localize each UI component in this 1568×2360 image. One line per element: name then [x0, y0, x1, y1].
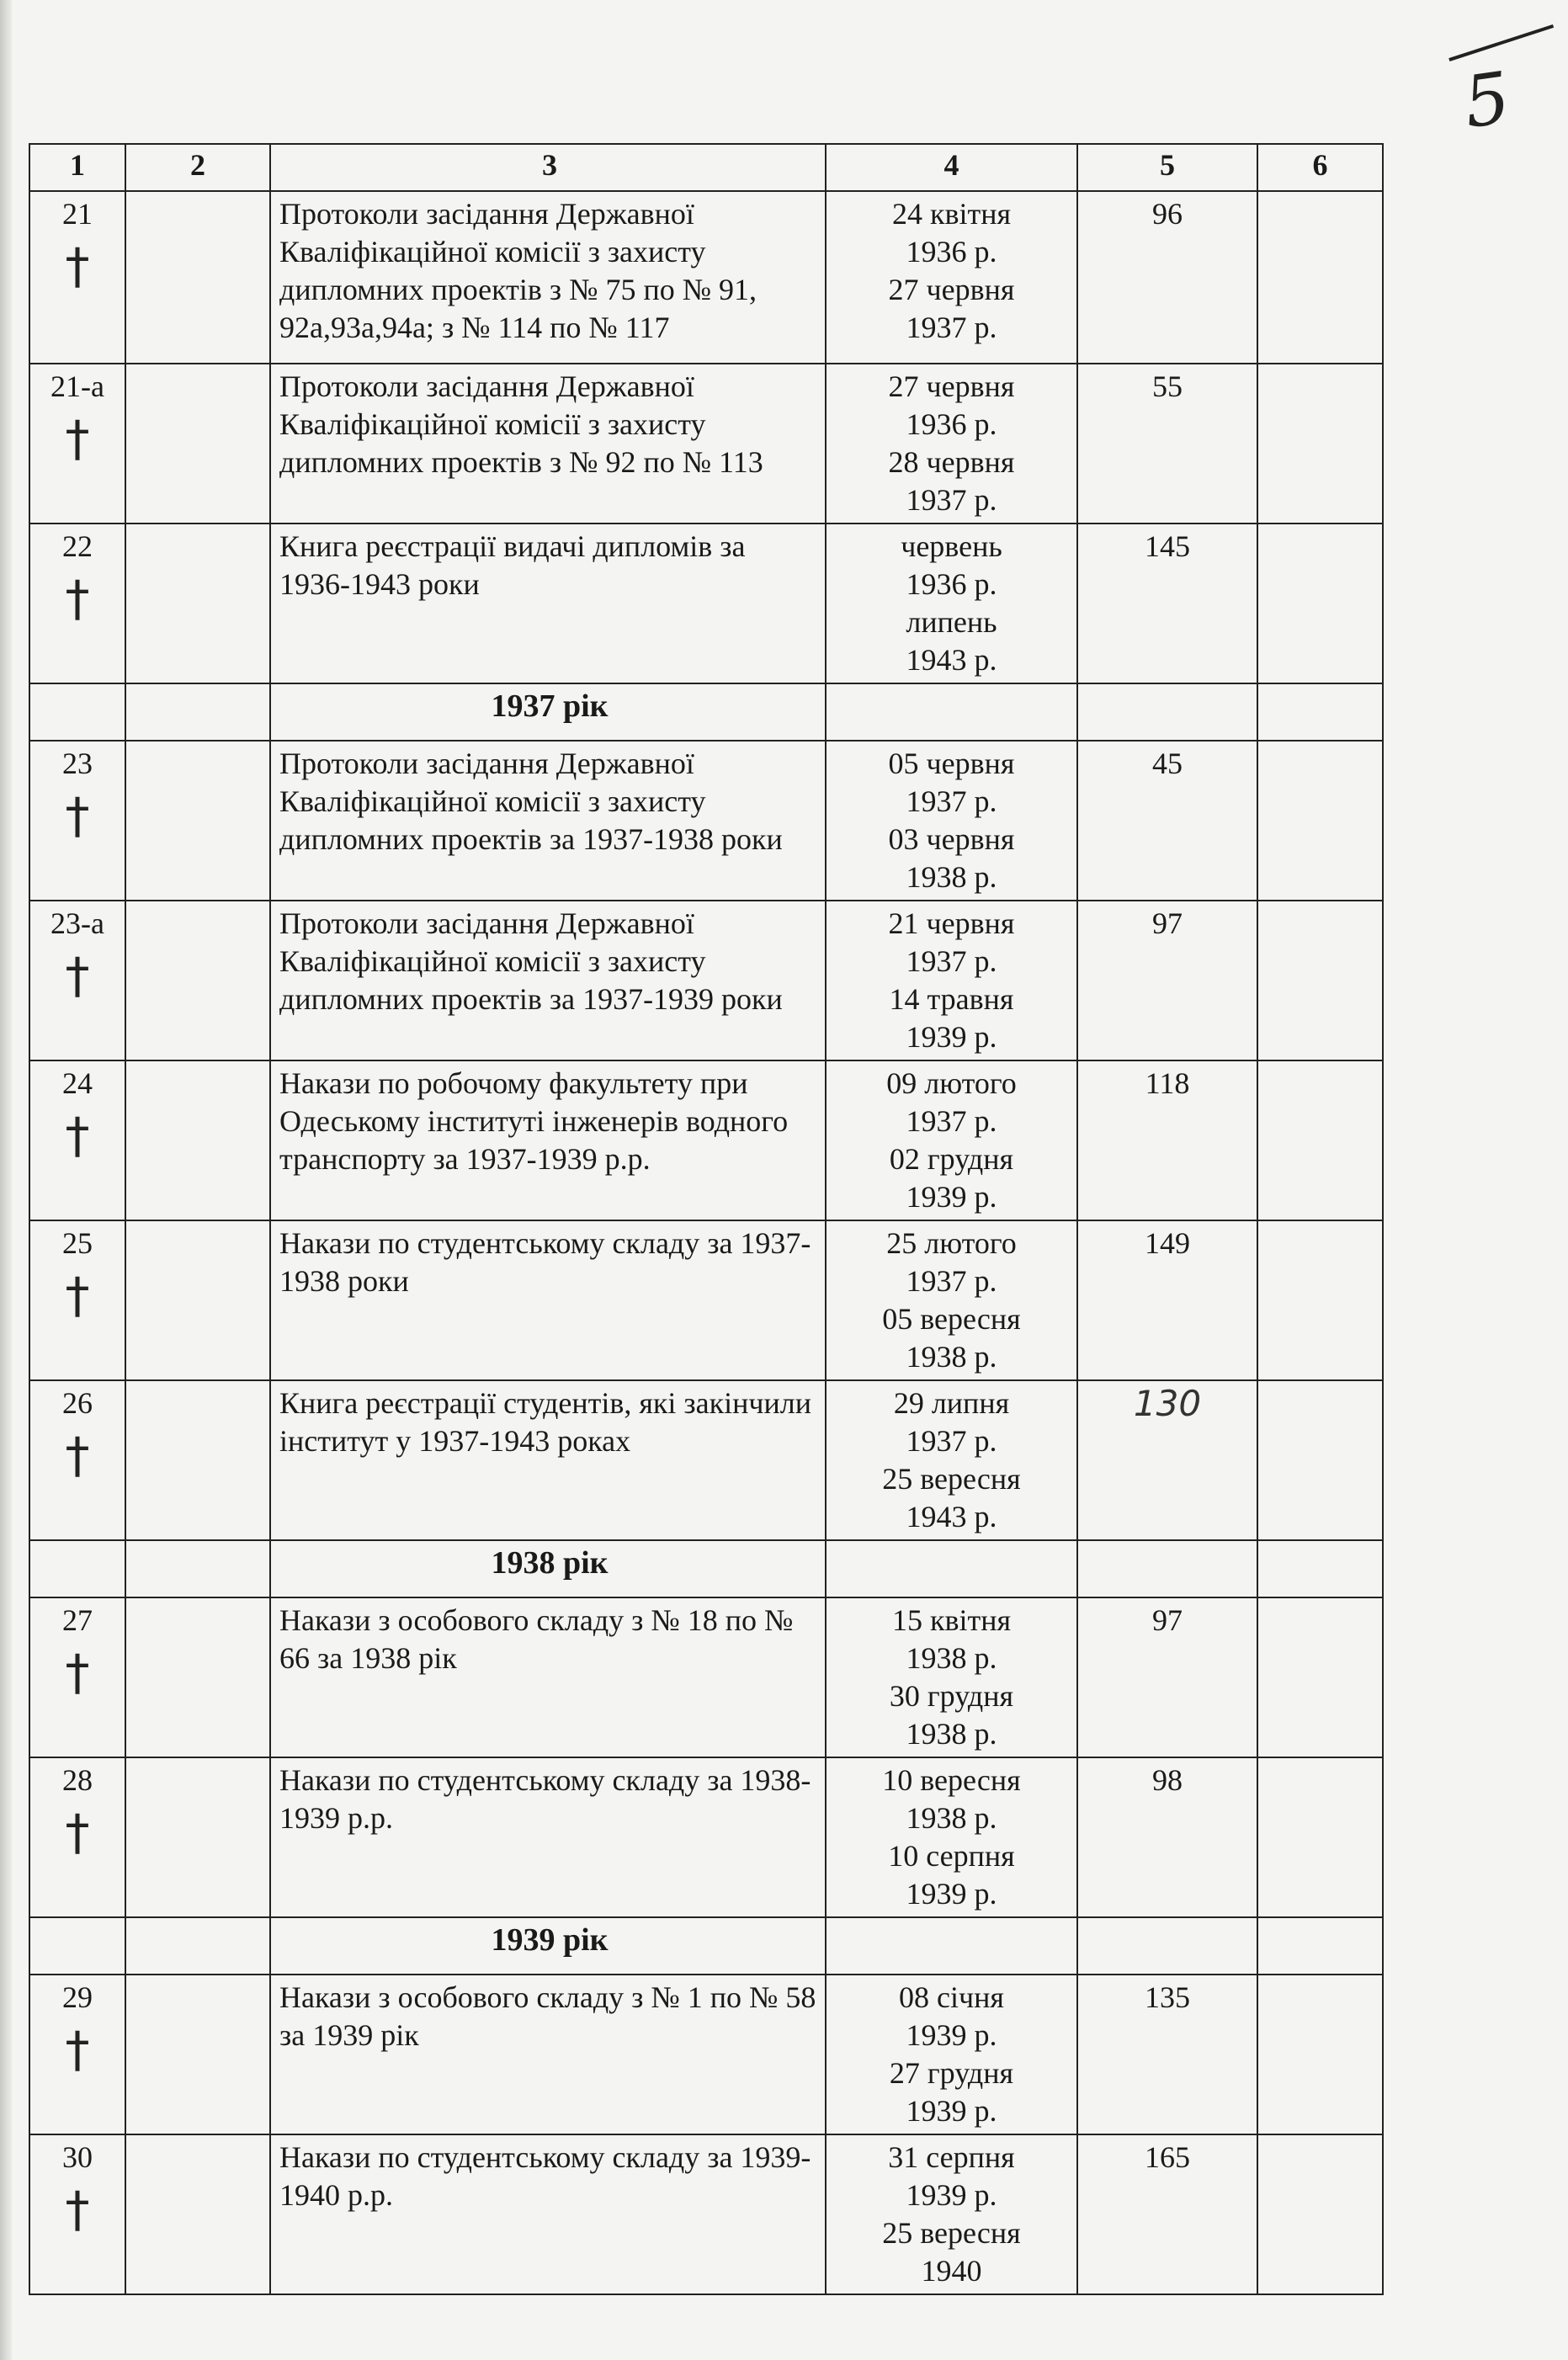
index-cell	[125, 1060, 270, 1220]
date-line: 1937 р.	[906, 1264, 997, 1298]
date-line: 1940	[921, 2254, 982, 2288]
date-line: 1938 р.	[906, 1801, 997, 1835]
item-title: Протоколи засідання Державної Кваліфікаційної комісії з захисту дипломних проектів за 1937-1938 роки	[270, 741, 826, 901]
note-cell	[1257, 364, 1383, 524]
item-title: Протоколи засідання Державної Кваліфікаційної комісії з захисту дипломних проектів з № 92 по № 113	[270, 364, 826, 524]
table-row	[29, 901, 1383, 1060]
date-line: 09 лютого	[886, 1066, 1017, 1100]
note-cell	[1257, 1757, 1383, 1917]
table-row	[29, 524, 1383, 683]
item-title: Протоколи засідання Державної Кваліфікаційної комісії з захисту дипломних проектів за 1937-1939 роки	[270, 901, 826, 1060]
year-cell-4	[826, 1540, 1077, 1597]
year-cell-1	[29, 1917, 125, 1975]
index-cell	[125, 901, 270, 1060]
item-number-cell	[29, 1220, 125, 1380]
item-dates	[826, 1380, 1077, 1540]
table-row	[29, 1597, 1383, 1757]
table-row	[29, 191, 1383, 364]
note-cell	[1257, 1975, 1383, 2134]
sheet-count: 96	[1077, 191, 1257, 364]
item-title: Книга реєстрації видачі дипломів за 1936-1943 роки	[270, 524, 826, 683]
table-row	[29, 364, 1383, 524]
date-line: 25 вересня	[882, 1462, 1021, 1496]
date-line: 1938 р.	[906, 1340, 997, 1374]
item-dates	[826, 741, 1077, 901]
item-number: 23-а	[50, 906, 104, 940]
index-cell	[125, 191, 270, 364]
year-row	[29, 683, 1383, 741]
item-dates	[826, 524, 1077, 683]
col-header-1: 1	[29, 144, 125, 191]
date-line: 1937 р.	[906, 1104, 997, 1138]
item-title: Накази по студентському складу за 1938-1939 р.р.	[270, 1757, 826, 1917]
sheet-count: 118	[1077, 1060, 1257, 1220]
date-line: 1939 р.	[906, 2018, 997, 2052]
item-number: 27	[62, 1603, 93, 1637]
date-line: 1936 р.	[906, 235, 997, 268]
index-cell	[125, 741, 270, 901]
date-line: 02 грудня	[889, 1142, 1014, 1176]
year-label: 1938 рік	[270, 1540, 826, 1597]
date-line: 30 грудня	[889, 1679, 1014, 1713]
item-number: 25	[62, 1226, 93, 1260]
date-line: 28 червня	[888, 445, 1015, 479]
date-line: 1937 р.	[906, 1424, 997, 1458]
date-line: 08 січня	[899, 1980, 1004, 2014]
date-line: 1943 р.	[906, 1500, 997, 1533]
item-number-cell	[29, 1060, 125, 1220]
table-row	[29, 1220, 1383, 1380]
cross-mark-icon: †	[65, 1107, 90, 1164]
item-number-cell	[29, 2134, 125, 2294]
item-number-cell	[29, 741, 125, 901]
item-number: 23	[62, 747, 93, 780]
cross-mark-icon: †	[65, 1804, 90, 1861]
date-line: 15 квітня	[891, 1603, 1012, 1637]
cross-mark-icon: †	[65, 2021, 90, 2078]
year-row	[29, 1917, 1383, 1975]
cross-mark-icon: †	[65, 2181, 90, 2238]
year-cell-2	[125, 1540, 270, 1597]
year-cell-5	[1077, 683, 1257, 741]
date-line: 24 квітня	[891, 197, 1012, 231]
date-line: 10 вересня	[882, 1763, 1021, 1797]
item-title: Книга реєстрації студентів, які закінчили інститут у 1937-1943 роках	[270, 1380, 826, 1540]
cross-mark-icon: †	[65, 570, 90, 627]
table-row	[29, 2134, 1383, 2294]
item-number: 28	[62, 1763, 93, 1797]
item-number-cell	[29, 1757, 125, 1917]
year-cell-5	[1077, 1540, 1257, 1597]
item-dates	[826, 1220, 1077, 1380]
item-dates	[826, 901, 1077, 1060]
date-line: 27 грудня	[889, 2056, 1014, 2090]
date-line: 31 серпня	[888, 2140, 1015, 2174]
date-line: 1943 р.	[906, 643, 997, 677]
year-cell-2	[125, 683, 270, 741]
note-cell	[1257, 1380, 1383, 1540]
date-line: 14 травня	[889, 982, 1014, 1016]
note-cell	[1257, 524, 1383, 683]
note-cell	[1257, 2134, 1383, 2294]
item-number-cell	[29, 524, 125, 683]
sheet-count: 97	[1077, 1597, 1257, 1757]
item-dates	[826, 1060, 1077, 1220]
page-edge-shadow	[0, 0, 12, 2360]
cross-mark-icon: †	[65, 1427, 90, 1484]
date-line: 1937 р.	[906, 311, 997, 344]
cross-mark-icon: †	[65, 1267, 90, 1324]
item-number: 29	[62, 1980, 93, 2014]
date-line: 25 лютого	[886, 1226, 1017, 1260]
date-line: 10 серпня	[888, 1839, 1015, 1873]
sheet-count: 45	[1077, 741, 1257, 901]
date-line: 1937 р.	[906, 784, 997, 818]
date-line: 1937 р.	[906, 483, 997, 517]
note-cell	[1257, 1060, 1383, 1220]
item-dates	[826, 1757, 1077, 1917]
date-line: 1939 р.	[906, 1877, 997, 1911]
year-cell-4	[826, 1917, 1077, 1975]
cross-mark-icon: †	[65, 237, 90, 295]
date-line: 27 червня	[888, 369, 1015, 403]
table-row	[29, 1757, 1383, 1917]
date-line: 1939 р.	[906, 1020, 997, 1054]
year-cell-6	[1257, 683, 1383, 741]
item-number: 21	[62, 197, 93, 231]
date-line: 1939 р.	[906, 1180, 997, 1214]
table-row	[29, 741, 1383, 901]
table-header-row	[29, 144, 1383, 191]
sheet-count: 165	[1077, 2134, 1257, 2294]
date-line: 03 червня	[888, 822, 1015, 856]
date-line: 1937 р.	[906, 944, 997, 978]
item-number: 21-а	[50, 369, 104, 403]
table-row	[29, 1380, 1383, 1540]
note-cell	[1257, 1597, 1383, 1757]
note-cell	[1257, 741, 1383, 901]
sheet-count: 97	[1077, 901, 1257, 1060]
date-line: червень	[901, 529, 1002, 563]
year-cell-6	[1257, 1540, 1383, 1597]
date-line: 1938 р.	[906, 1641, 997, 1675]
sheet-count: 149	[1077, 1220, 1257, 1380]
date-line: 1938 р.	[906, 860, 997, 894]
year-cell-4	[826, 683, 1077, 741]
item-title: Накази з особового складу з № 18 по № 66 за 1938 рік	[270, 1597, 826, 1757]
year-cell-6	[1257, 1917, 1383, 1975]
sheet-count: 98	[1077, 1757, 1257, 1917]
item-number: 24	[62, 1066, 93, 1100]
col-header-5: 5	[1077, 144, 1257, 191]
inventory-table	[29, 143, 1384, 2295]
col-header-6: 6	[1257, 144, 1383, 191]
item-number: 26	[62, 1386, 93, 1420]
year-cell-2	[125, 1917, 270, 1975]
sheet-count: 55	[1077, 364, 1257, 524]
item-number-cell	[29, 364, 125, 524]
item-dates	[826, 2134, 1077, 2294]
item-dates	[826, 364, 1077, 524]
col-header-4: 4	[826, 144, 1077, 191]
table-body	[29, 191, 1383, 2294]
item-title: Накази по робочому факультету при Одеському інституті інженерів водного транспорту за 1937-1939 р.р.	[270, 1060, 826, 1220]
item-number-cell	[29, 1597, 125, 1757]
date-line: 25 вересня	[882, 2216, 1021, 2250]
date-line: 1939 р.	[906, 2094, 997, 2128]
date-line: 05 вересня	[882, 1302, 1021, 1336]
year-cell-1	[29, 1540, 125, 1597]
index-cell	[125, 2134, 270, 2294]
date-line: 1939 р.	[906, 2178, 997, 2212]
cross-mark-icon: †	[65, 410, 90, 467]
item-number-cell	[29, 191, 125, 364]
date-line: 27 червня	[888, 273, 1015, 306]
index-cell	[125, 524, 270, 683]
cross-mark-icon: †	[65, 1644, 90, 1701]
item-dates	[826, 191, 1077, 364]
index-cell	[125, 1757, 270, 1917]
note-cell	[1257, 1220, 1383, 1380]
year-row	[29, 1540, 1383, 1597]
page-number-value: 5	[1459, 56, 1516, 145]
sheet-count: 135	[1077, 1975, 1257, 2134]
index-cell	[125, 364, 270, 524]
table-row	[29, 1975, 1383, 2134]
sheet-count: 130	[1077, 1380, 1257, 1540]
table-row	[29, 1060, 1383, 1220]
date-line: 1936 р.	[906, 567, 997, 601]
item-dates	[826, 1597, 1077, 1757]
item-dates	[826, 1975, 1077, 2134]
date-line: 1936 р.	[906, 407, 997, 441]
year-label: 1939 рік	[270, 1917, 826, 1975]
item-number: 22	[62, 529, 93, 563]
col-header-3: 3	[270, 144, 826, 191]
cross-mark-icon: †	[65, 787, 90, 844]
index-cell	[125, 1975, 270, 2134]
item-title: Протоколи засідання Державної Кваліфікаційної комісії з захисту дипломних проектів з № 75 по № 91, 92а,93а,94а; з № 114 по № 117	[270, 191, 826, 364]
index-cell	[125, 1220, 270, 1380]
item-number-cell	[29, 1975, 125, 2134]
item-number: 30	[62, 2140, 93, 2174]
date-line: липень	[906, 605, 997, 639]
year-cell-1	[29, 683, 125, 741]
col-header-2: 2	[125, 144, 270, 191]
date-line: 1938 р.	[906, 1717, 997, 1751]
sheet-count: 145	[1077, 524, 1257, 683]
cross-mark-icon: †	[65, 947, 90, 1004]
year-label: 1937 рік	[270, 683, 826, 741]
index-cell	[125, 1597, 270, 1757]
date-line: 05 червня	[888, 747, 1015, 780]
note-cell	[1257, 901, 1383, 1060]
item-number-cell	[29, 1380, 125, 1540]
index-cell	[125, 1380, 270, 1540]
item-number-cell	[29, 901, 125, 1060]
item-title: Накази по студентському складу за 1937-1938 роки	[270, 1220, 826, 1380]
note-cell	[1257, 191, 1383, 364]
item-title: Накази по студентському складу за 1939-1940 р.р.	[270, 2134, 826, 2294]
date-line: 29 липня	[893, 1386, 1010, 1420]
year-cell-5	[1077, 1917, 1257, 1975]
item-title: Накази з особового складу з № 1 по № 58 за 1939 рік	[270, 1975, 826, 2134]
date-line: 21 червня	[888, 906, 1015, 940]
page-number	[1459, 56, 1515, 144]
